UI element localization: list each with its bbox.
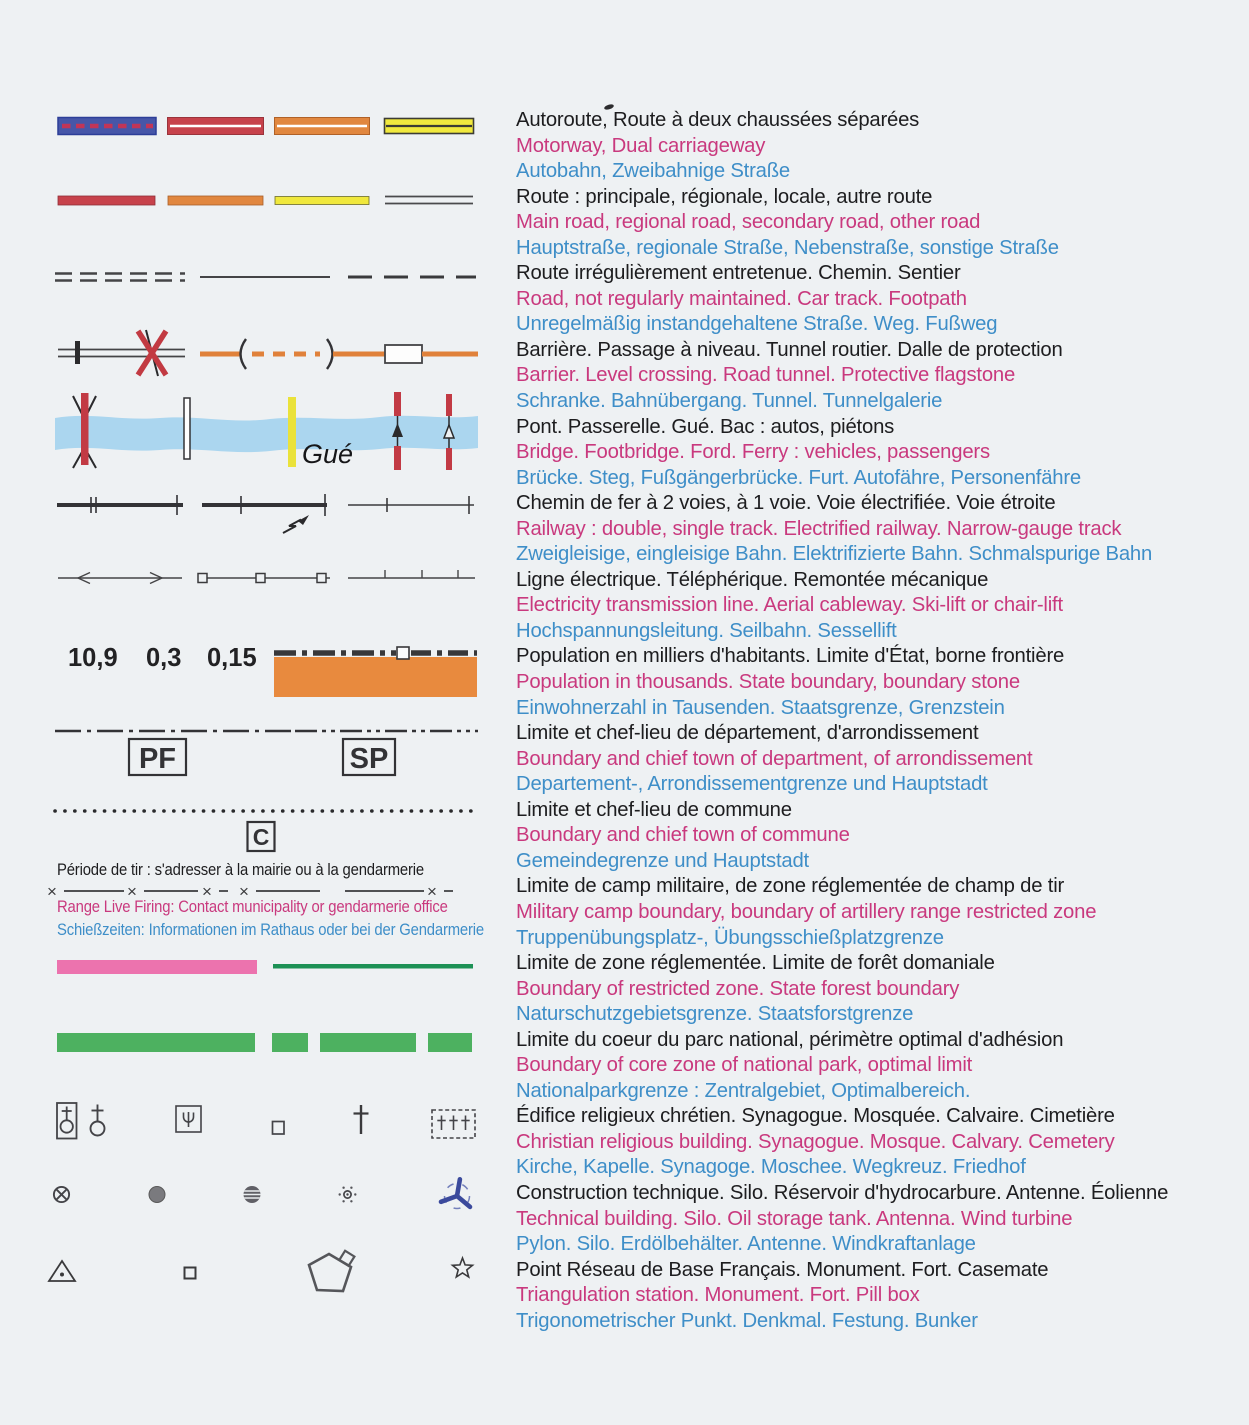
skilift-symbol	[348, 570, 475, 578]
c-box	[248, 822, 275, 851]
legend-text-de: Pylon. Silo. Erdölbehälter. Antenne. Windkraftanlage	[516, 1233, 976, 1256]
legend-text-en: Bridge. Footbridge. Ford. Ferry : vehicles, passengers	[516, 441, 990, 464]
barrier-symbol	[58, 341, 185, 364]
silo-icon	[149, 1187, 165, 1203]
legend-text-en: Road, not regularly maintained. Car track. Footpath	[516, 287, 967, 310]
legend-text-en: Christian religious building. Synagogue. Mosque. Calvary. Cemetery	[516, 1130, 1115, 1153]
population-value-3: 0,15	[207, 644, 257, 672]
legend-text-de: Einwohnerzahl in Tausenden. Staatsgrenze, Grenzstein	[516, 696, 1005, 719]
pillbox-icon	[453, 1258, 473, 1277]
cemetery-icon	[432, 1110, 475, 1138]
svg-text:×: ×	[47, 882, 57, 901]
legend-text-de: Zweigleisige, eingleisige Bahn. Elektrifizierte Bahn. Schmalspurige Bahn	[516, 543, 1153, 566]
park-core-band	[57, 1033, 255, 1052]
pylon-icon	[54, 1187, 69, 1202]
legend-text-fr: Limite du coeur du parc national, périmètre optimal d'adhésion	[516, 1028, 1064, 1051]
legend-text-en: Population in thousands. State boundary, boundary stone	[516, 671, 1020, 694]
legend-text-de: Trigonometrischer Punkt. Denkmal. Festung. Bunker	[516, 1309, 978, 1332]
legend-text-en: Boundary of restricted zone. State forest boundary	[516, 977, 960, 1000]
fort-icon	[309, 1251, 354, 1291]
svg-text:×: ×	[202, 882, 212, 901]
other-road-symbol	[385, 197, 473, 204]
oil-tank-icon	[243, 1186, 261, 1203]
legend-text-fr: Ligne électrique. Téléphérique. Remontée mécanique	[516, 568, 989, 591]
legend-text-de: Schranke. Bahnübergang. Tunnel. Tunnelgalerie	[516, 390, 943, 413]
legend-text-de: Truppenübungsplatz-, Übungsschießplatzgrenze	[516, 926, 944, 949]
legend-text-en: Boundary and chief town of commune	[516, 824, 850, 847]
dual-carriageway-red-symbol	[168, 118, 264, 135]
legend-text-fr: Construction technique. Silo. Réservoir d'hydrocarbure. Antenne. Éolienne	[516, 1181, 1169, 1204]
dual-carriageway-orange-symbol	[275, 118, 370, 135]
legend-text-de: Hauptstraße, regionale Straße, Nebenstraße, sonstige Straße	[516, 236, 1059, 259]
population-value-1: 10,9	[68, 644, 118, 672]
railway-double-symbol	[57, 495, 183, 515]
level-crossing-symbol	[138, 330, 166, 376]
legend-text-de: Nationalparkgrenze : Zentralgebiet, Optimalbereich.	[516, 1079, 971, 1102]
protective-flagstone-symbol	[385, 345, 478, 363]
river-band	[55, 416, 478, 452]
population-values	[68, 644, 257, 672]
legend-text-de: Gemeindegrenze und Hauptstadt	[516, 849, 809, 872]
sp-label: SP	[349, 743, 389, 775]
calvary-icon	[354, 1105, 369, 1134]
legend-text-en: Electricity transmission line. Aerial cableway. Ski-lift or chair-lift	[516, 594, 1063, 617]
legend-text-column	[516, 108, 1168, 1334]
c-label: C	[252, 824, 270, 850]
legend-text-de: Naturschutzgebietsgrenze. Staatsforstgrenze	[516, 1003, 914, 1026]
legend-text-de: Departement-, Arrondissementgrenze und Hauptstadt	[516, 773, 988, 796]
pf-box	[129, 739, 186, 775]
monument-icon	[185, 1268, 196, 1279]
wind-turbine-icon	[441, 1179, 470, 1208]
dual-carriageway-yellow-symbol	[385, 119, 474, 134]
main-road-symbol	[58, 196, 155, 205]
legend-text-fr: Limite de camp militaire, de zone réglementée de champ de tir	[516, 875, 1065, 898]
synagogue-icon	[176, 1106, 201, 1132]
svg-text:×: ×	[127, 882, 137, 901]
pf-label: PF	[138, 743, 177, 775]
railway-narrow-symbol	[348, 496, 474, 514]
legend-text-fr: Barrière. Passage à niveau. Tunnel routier. Dalle de protection	[516, 338, 1063, 361]
legend-text-fr: Édifice religieux chrétien. Synagogue. Mosquée. Calvaire. Cimetière	[516, 1105, 1115, 1128]
legend-text-en: Boundary and chief town of department, of arrondissement	[516, 747, 1033, 770]
power-line-symbol	[58, 573, 182, 584]
legend-text-fr: Population en milliers d'habitants. Limite d'État, borne frontière	[516, 645, 1065, 668]
legend-text-de: Unregelmäßig instandgehaltene Straße. Weg. Fußweg	[516, 313, 998, 336]
motorway-symbol	[58, 118, 156, 135]
park-optimal-band	[272, 1033, 472, 1052]
legend-text-fr: Point Réseau de Base Français. Monument. Fort. Casemate	[516, 1258, 1049, 1281]
unmaintained-road-symbol	[55, 274, 185, 281]
legend-text-fr: Limite et chef-lieu de commune	[516, 798, 792, 821]
triangulation-icon	[49, 1261, 75, 1281]
restricted-zone-band	[57, 960, 257, 974]
svg-text:×: ×	[239, 882, 249, 901]
antenna-icon	[339, 1187, 357, 1203]
state-boundary-symbol	[274, 647, 477, 697]
legend-text-de: Kirche, Kapelle. Synagoge. Moschee. Wegkreuz. Friedhof	[516, 1156, 1026, 1179]
legend-text-fr: Limite de zone réglementée. Limite de forêt domaniale	[516, 952, 995, 975]
legend-text-en: Military camp boundary, boundary of artillery range restricted zone	[516, 900, 1097, 923]
legend-text-fr: Autoroute, Route à deux chaussées séparées	[516, 109, 920, 131]
legend-text-de: Hochspannungsleitung. Seilbahn. Sessellift	[516, 619, 897, 642]
legend-text-fr: Chemin de fer à 2 voies, à 1 voie. Voie électrifiée. Voie étroite	[516, 492, 1056, 515]
legend-text-en: Railway : double, single track. Electrified railway. Narrow-gauge track	[516, 517, 1122, 540]
legend-text-fr: Limite et chef-lieu de département, d'arrondissement	[516, 722, 979, 745]
footbridge-icon	[184, 398, 190, 459]
population-value-2: 0,3	[146, 644, 182, 672]
road-tunnel-symbol	[200, 339, 385, 369]
secondary-road-symbol	[275, 197, 369, 205]
sp-box	[343, 739, 395, 775]
legend-text-en: Main road, regional road, secondary road, other road	[516, 211, 981, 234]
svg-text:×: ×	[427, 882, 437, 901]
legend-text-fr: Route irrégulièrement entretenue. Chemin. Sentier	[516, 262, 961, 285]
legend-text-en: Motorway, Dual carriageway	[516, 134, 766, 157]
legend-text-de: Autobahn, Zweibahnige Straße	[516, 160, 791, 183]
legend-text-fr: Pont. Passerelle. Gué. Bac : autos, piétons	[516, 415, 895, 438]
chapel-icon	[91, 1105, 105, 1136]
mosque-icon	[272, 1113, 286, 1134]
legend-text-en: Boundary of core zone of national park, optimal limit	[516, 1054, 973, 1077]
cableway-symbol	[198, 574, 330, 583]
military-note-de: Schießzeiten: Informationen im Rathaus oder bei der Gendarmerie	[57, 921, 484, 939]
legend-text-en: Barrier. Level crossing. Road tunnel. Protective flagstone	[516, 364, 1016, 387]
legend-text-en: Technical building. Silo. Oil storage tank. Antenna. Wind turbine	[516, 1207, 1073, 1230]
railway-electrified-symbol	[202, 494, 327, 533]
legend-text-de: Brücke. Steg, Fußgängerbrücke. Furt. Autofähre, Personenfähre	[516, 466, 1082, 489]
ford-label: Gué	[302, 439, 354, 469]
military-note-fr: Période de tir : s'adresser à la mairie ou à la gendarmerie	[57, 861, 424, 879]
church-icon	[57, 1103, 77, 1139]
regional-road-symbol	[168, 196, 263, 205]
military-note-en: Range Live Firing: Contact municipality or gendarmerie office	[57, 898, 448, 916]
state-forest-line	[273, 964, 473, 969]
legend-text-fr: Route : principale, régionale, locale, autre route	[516, 185, 933, 208]
boundary-stone-icon	[397, 647, 409, 659]
legend-text-en: Triangulation station. Monument. Fort. Pill box	[516, 1284, 920, 1307]
